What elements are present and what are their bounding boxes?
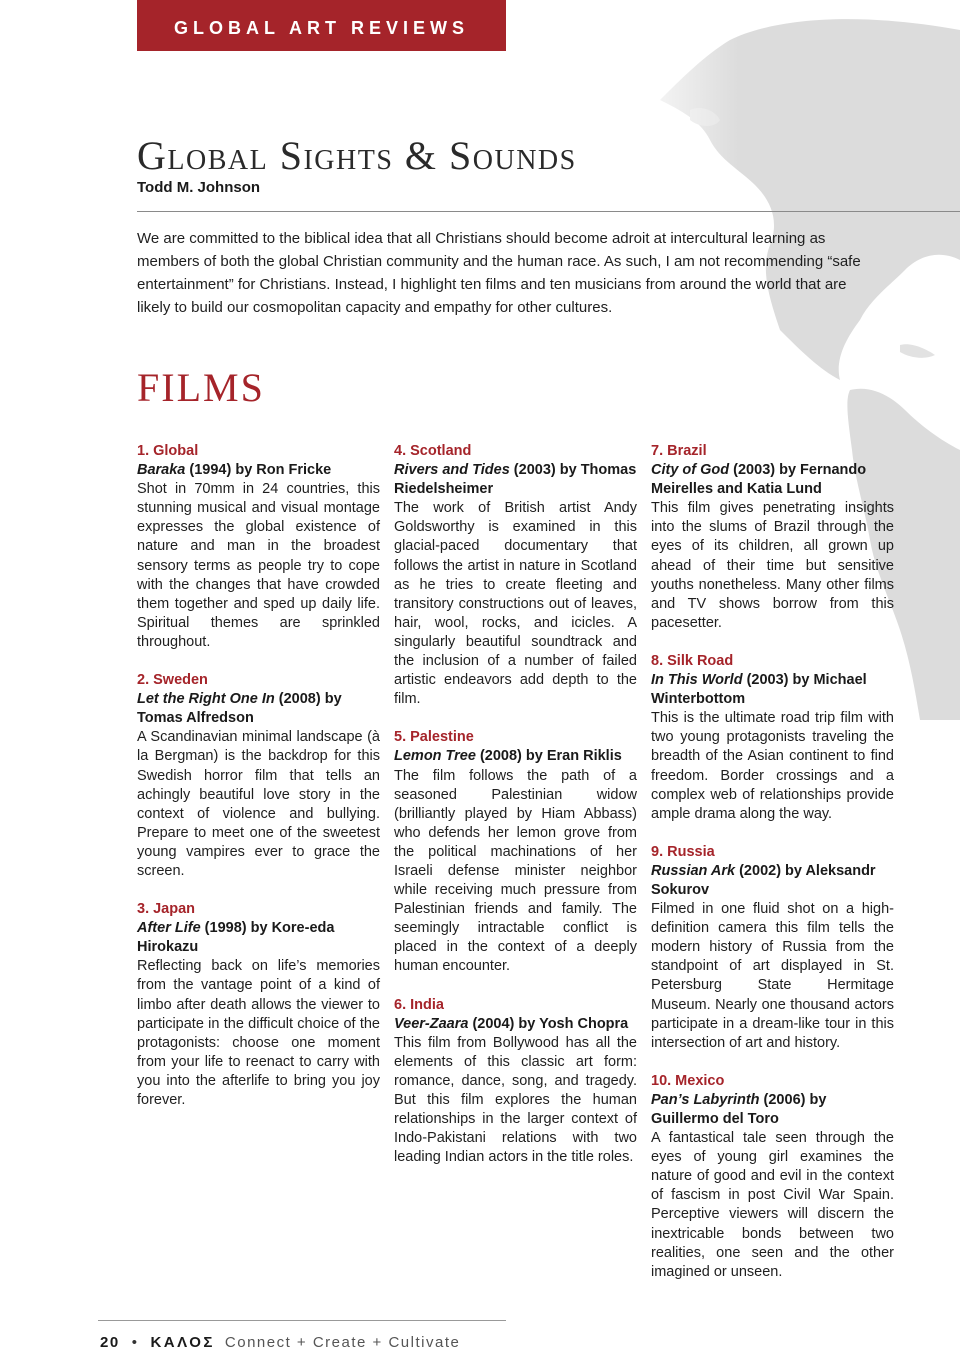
film-number: 10. Mexico xyxy=(651,1072,725,1089)
film-credit: (2004) by Yosh Chopra xyxy=(468,1015,629,1032)
article-title: Global Sights & Sounds xyxy=(137,133,577,178)
film-description: The film follows the path of a seasoned Palestinian widow (brilliantly played by Hiam Abbass) who defends her lemon grove from the political machinations of her Israeli defense minister neighbor while receiving much pressure from Palestinian friends and family. The seemingly intractable conflict is placed in the context of a deeply human encounter. xyxy=(394,767,637,975)
film-name: Rivers and Tides xyxy=(394,462,510,479)
films-heading: FILMS xyxy=(137,365,265,410)
film-description: A fantastical tale seen through the eyes of young girl examines the nature of good and evil in the context of fascism in post Civil War Spain. Perceptive viewers will discern the inextricable bonds between two realities, one seen and the other imagined or unseen. xyxy=(651,1130,894,1280)
section-banner: GLOBAL ART REVIEWS xyxy=(137,0,506,51)
film-entry xyxy=(394,996,637,1168)
film-description: This is the ultimate road trip film with two young protagonists traveling the breadth of the Asian continent to find freedom. Border crossings and a complex web of relationships provide ample drama along the way. xyxy=(651,710,894,822)
film-description: Filmed in one fluid shot on a high-definition camera this film tells the modern history of Russia from the standpoint of art displayed in St. Petersburg State Hermitage Museum. Nearly one thousand actors participate in a dream-like tour in this intersection of art and history. xyxy=(651,901,894,1051)
film-number: 2. Sweden xyxy=(137,672,208,689)
film-name: Pan’s Labyrinth xyxy=(651,1091,760,1108)
film-description: Reflecting back on life’s memories from the vantage point of a kind of limbo after death allows the viewer to participate in the difficult choice of the protagonists: choose one moment from your life to reenact to carry with you into the afterlife to bring you joy forever. xyxy=(137,958,380,1108)
footer-divider xyxy=(98,1320,506,1321)
film-credit: (2008) by Tomas Alfredson xyxy=(137,691,342,727)
film-description: This film from Bollywood has all the elements of this classic art form: romance, dance, song, and tragedy. But this film explores the human relationships in the larger context of Indo-Pakistani relations with two leading Indian actors in the title roles. xyxy=(394,1034,637,1166)
article-intro: We are committed to the biblical idea that all Christians should become adroit at intercultural learning as members of both the global Christian community and the human race. As such, I am not recommending “safe entertainment” for Christians. Instead, I highlight ten films and ten musicians from around the world that are likely to build our cosmopolitan capacity and empathy for other cultures. xyxy=(137,230,861,316)
film-title xyxy=(394,1015,637,1034)
film-number: 7. Brazil xyxy=(651,443,707,459)
film-name: Let the Right One In xyxy=(137,691,275,708)
film-number: 5. Palestine xyxy=(394,729,474,746)
film-entry xyxy=(651,1072,894,1282)
film-number: 9. Russia xyxy=(651,843,715,860)
film-credit: (1994) by Ron Fricke xyxy=(185,462,332,479)
film-credit: (2003) by Michael Winterbottom xyxy=(651,672,867,708)
film-entry xyxy=(394,442,637,709)
footer-separator: • xyxy=(131,1334,139,1351)
film-entry xyxy=(651,652,894,824)
film-description: Shot in 70mm in 24 countries, this stunning musical and visual montage expresses the global existence of nature and man in the broadest sensory terms as people try to cope with the changes that have crowded them together and sped up daily life. Spiritual themes are sprinkled throughout. xyxy=(137,481,380,650)
films-column-3 xyxy=(651,442,894,1301)
film-name: City of God xyxy=(651,462,730,479)
film-number: 3. Japan xyxy=(137,901,196,918)
film-entry xyxy=(137,900,380,1110)
film-name: Russian Ark xyxy=(651,862,736,879)
film-title xyxy=(651,461,894,499)
film-title xyxy=(137,461,380,480)
film-credit: (2003) by Fernando Meirelles and Katia Lund xyxy=(651,462,867,498)
film-title xyxy=(651,671,894,709)
film-description: A Scandinavian minimal landscape (à la Bergman) is the backdrop for this Swedish horror film that tells an achingly beautiful love story in the context of violence and bullying. Prepare to meet one of the sweetest young vampires ever to grace the screen. xyxy=(137,729,380,879)
film-entry xyxy=(137,671,380,881)
films-column-2 xyxy=(394,442,637,1186)
film-name: Veer-Zaara xyxy=(394,1015,469,1032)
film-number: 6. India xyxy=(394,996,444,1013)
article-author: Todd M. Johnson xyxy=(137,179,261,196)
film-title xyxy=(394,747,637,766)
film-number: 4. Scotland xyxy=(394,443,472,459)
film-name: In This World xyxy=(651,672,743,689)
film-title xyxy=(651,862,894,900)
film-credit: (2006) by Guillermo del Toro xyxy=(651,1091,827,1127)
film-number: 1. Global xyxy=(137,443,199,459)
film-entry xyxy=(651,843,894,1053)
film-title xyxy=(137,690,380,728)
film-credit: (2003) by Thomas Riedelsheimer xyxy=(394,462,637,498)
page-footer xyxy=(100,1334,460,1351)
film-entry xyxy=(137,442,380,652)
film-credit: (1998) by Kore-eda Hirokazu xyxy=(137,920,335,956)
films-column-1 xyxy=(137,442,380,1129)
film-credit: (2008) by Eran Riklis xyxy=(475,748,622,765)
film-description: The work of British artist Andy Goldsworthy is examined in this glacial-paced documentary that follows the artist in nature in Scotland as he tries to create fleeting and transitory constructions out of leaves, hair, wool, rocks, and icicles. A singularly beautiful soundtrack and the inclusion of a number of failed artistic endeavors add depth to the film. xyxy=(394,500,637,708)
film-title xyxy=(137,919,380,957)
film-name: Lemon Tree xyxy=(394,748,476,765)
title-divider xyxy=(137,211,960,212)
film-entry xyxy=(651,442,894,633)
magazine-name: ΚΑΛΟΣ xyxy=(150,1334,215,1351)
film-name: After Life xyxy=(137,920,201,937)
film-name: Baraka xyxy=(137,462,186,479)
film-description: This film gives penetrating insights into the slums of Brazil through the eyes of its children, all grown up ahead of their time but sensitive youths nonetheless. Many other films and TV shows borrow from this pacesetter. xyxy=(651,500,894,631)
magazine-tagline: Connect + Create + Cultivate xyxy=(224,1334,461,1351)
film-entry xyxy=(394,728,637,976)
film-number: 8. Silk Road xyxy=(651,652,734,669)
page-number: 20 xyxy=(100,1334,120,1351)
film-title xyxy=(651,1091,894,1129)
film-title xyxy=(394,461,637,499)
film-credit: (2002) by Aleksandr Sokurov xyxy=(651,862,876,898)
